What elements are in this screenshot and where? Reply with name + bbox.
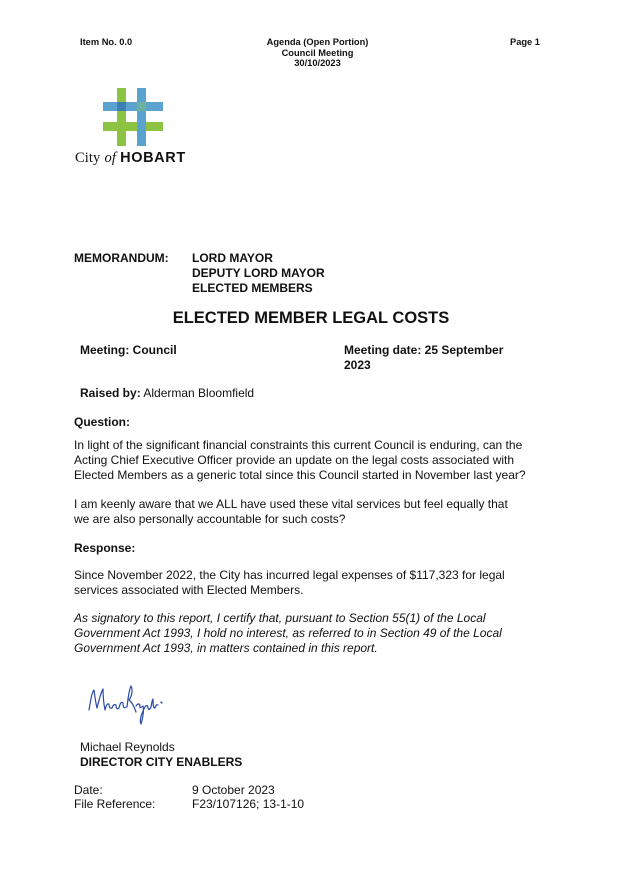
document-title: ELECTED MEMBER LEGAL COSTS bbox=[172, 309, 450, 327]
city-of-hobart-logo bbox=[72, 86, 197, 171]
agenda-line: Agenda (Open Portion) bbox=[266, 37, 369, 47]
page-number: Page 1 bbox=[510, 37, 540, 47]
text-line: we are also personally accountable for such costs? bbox=[74, 512, 346, 526]
response-paragraph bbox=[74, 568, 564, 598]
text-line: Government Act 1993, in matters contained in this report. bbox=[74, 641, 378, 655]
logo-of: of bbox=[104, 150, 117, 166]
logo-wordmark bbox=[75, 150, 186, 167]
text-line: Government Act 1993, I hold no interest, as referred to in Section 49 of the Local bbox=[74, 626, 502, 640]
question-paragraph-2 bbox=[74, 497, 564, 527]
recipient: ELECTED MEMBERS bbox=[192, 281, 313, 295]
date-value: 9 October 2023 bbox=[192, 783, 275, 797]
meeting-date-line: Meeting date: 25 September bbox=[344, 343, 504, 357]
file-reference-value: F23/107126; 13-1-10 bbox=[192, 797, 305, 811]
text-line: Acting Chief Executive Officer provide an update on the legal costs associated with bbox=[74, 453, 515, 467]
memorandum-recipients bbox=[192, 251, 325, 296]
text-line: In light of the significant financial constraints this current Council is enduring, can the bbox=[74, 438, 523, 452]
memorandum-label: MEMORANDUM: bbox=[74, 251, 169, 265]
text-line: Elected Members as a generic total since this Council started in November last year? bbox=[74, 468, 526, 482]
text-line: I am keenly aware that we ALL have used these vital services but feel equally that bbox=[74, 497, 508, 511]
raised-by bbox=[80, 386, 254, 401]
certification-paragraph bbox=[74, 611, 564, 656]
text-line: services associated with Elected Members. bbox=[74, 583, 304, 597]
agenda-header bbox=[230, 37, 405, 69]
response-heading: Response: bbox=[74, 541, 136, 555]
meeting-label: Meeting: Council bbox=[80, 343, 177, 357]
recipient: LORD MAYOR bbox=[192, 251, 273, 265]
text-line: As signatory to this report, I certify that, pursuant to Section 55(1) of the Local bbox=[74, 611, 486, 625]
question-paragraph-1 bbox=[74, 438, 564, 483]
logo-city: City bbox=[75, 150, 101, 166]
hobart-weave-icon bbox=[103, 88, 163, 146]
file-reference-label: File Reference: bbox=[74, 797, 156, 811]
meeting-date-line: 2023 bbox=[344, 358, 371, 372]
recipient: DEPUTY LORD MAYOR bbox=[192, 266, 325, 280]
item-number: Item No. 0.0 bbox=[80, 37, 133, 47]
agenda-line: 30/10/2023 bbox=[294, 58, 341, 69]
handwritten-signature bbox=[86, 680, 166, 733]
agenda-line: Council Meeting bbox=[281, 47, 354, 58]
date-label: Date: bbox=[74, 783, 103, 797]
meeting-date bbox=[344, 343, 544, 373]
signatory bbox=[80, 740, 242, 770]
signatory-title: DIRECTOR CITY ENABLERS bbox=[80, 755, 243, 769]
raised-by-name: Alderman Bloomfield bbox=[143, 386, 255, 400]
raised-by-label: Raised by: bbox=[80, 386, 141, 400]
question-heading: Question: bbox=[74, 415, 130, 429]
signatory-name: Michael Reynolds bbox=[80, 740, 175, 754]
text-line: Since November 2022, the City has incurred legal expenses of $117,323 for legal bbox=[74, 568, 505, 582]
logo-hobart: HOBART bbox=[120, 150, 186, 166]
